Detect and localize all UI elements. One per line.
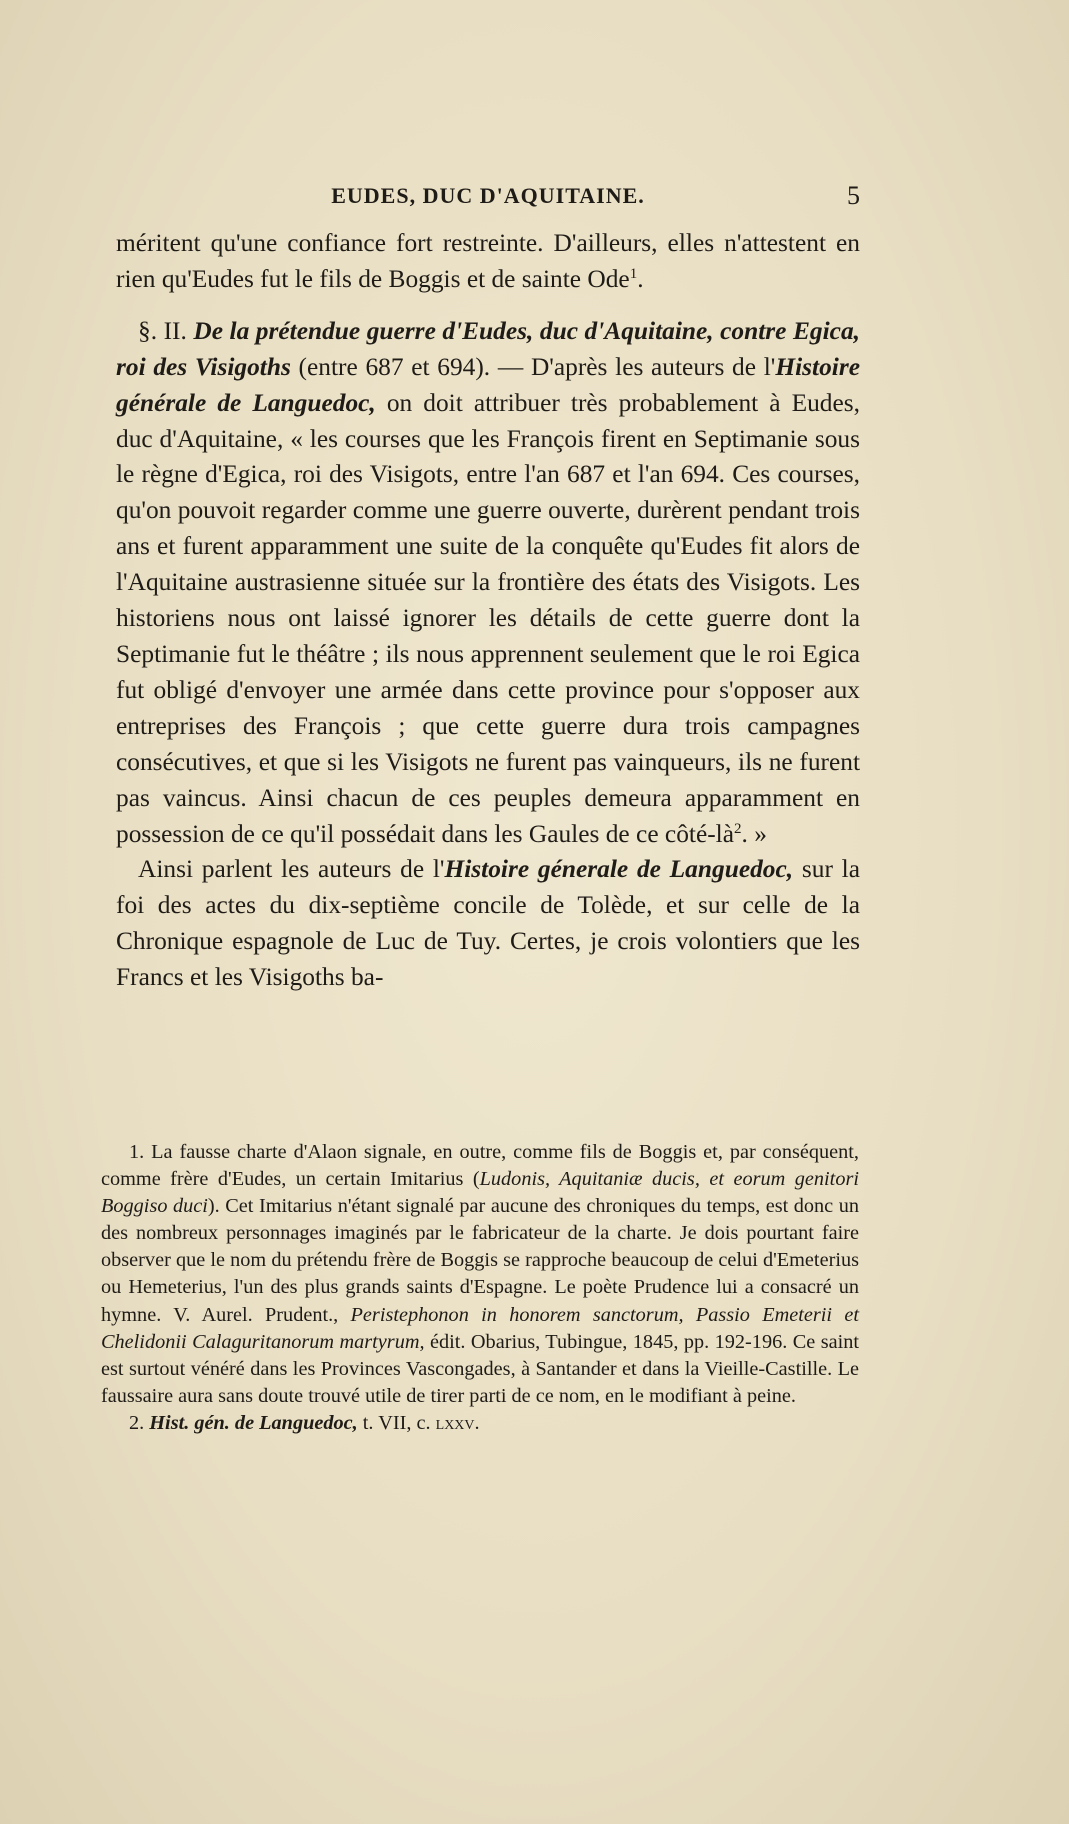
- footnotes: [101, 1139, 859, 1437]
- footnote-1-citation: Peristephonon in honorem sanctorum, Passio Emeterii et Chelidonii Calaguritanorum martyrum,: [101, 1303, 859, 1353]
- footnote-1: [101, 1139, 859, 1410]
- work-title: Histoire générale de Languedoc,: [116, 352, 860, 417]
- footnote-2-title: Hist. gén. de Languedoc,: [149, 1411, 358, 1434]
- section-text-2: on doit attribuer très probablement à Eudes, duc d'Aquitaine, « les courses que les François firent en Septimanie sous le règne d'Egica, roi des Visigots, entre l'an 687 et l'an 694. Ces courses, qu'on pouvoit regarder comme une guerre ouverte, durèrent pendant trois ans et furent apparamment une suite de la conquête qu'Eudes fit alors de l'Aquitaine austrasienne située sur la frontière des états des Visigots. Les historiens nous ont laissé ignorer les détails de cette guerre dont la Septimanie fut le théâtre ; ils nous apprennent seulement que le roi Egica fut obligé d'envoyer une armée dans cette province pour s'opposer aux entreprises des François ; que cette guerre dura trois campagnes consécutives, et que si les Visigots ne furent pas vainqueurs, ils ne furent pas vaincus. Ainsi chacun de ces peuples demeura apparamment en possession de ce qu'il possédait dans les Gaules de ce côté-là: [116, 388, 860, 848]
- section-text-end: . »: [741, 819, 767, 848]
- footnote-ref-1: 1: [629, 265, 638, 282]
- page-header: [116, 183, 860, 213]
- paragraph-1-text: méritent qu'une confiance fort restreinte. D'ailleurs, elles n'attestent en rien qu'Eudes fut le fils de Boggis et de sainte Ode: [116, 229, 860, 293]
- section-text-1: (entre 687 et 694). — D'après les auteurs de l': [290, 352, 776, 381]
- footnote-1-text-c: édit. Obarius, Tubingue, 1845, pp. 192-196. Ce saint est surtout vénéré dans les Provinces Vascongades, à Santander et dans la Vieille-Castille. Le faussaire aura sans doute trouvé utile de tirer parti de ce nom, en le modifiant à peine.: [101, 1330, 860, 1407]
- paragraph-3-text-b: sur la foi des actes du dix-septième concile de Tolède, et sur celle de la Chronique espagnole de Luc de Tuy. Certes, je crois volontiers que les Francs et les Visigoths ba-: [116, 855, 860, 992]
- footnote-1-text-b: ). Cet Imitarius n'étant signalé par aucune des chroniques du temps, est donc un des nombreux personnages imaginés par le fabricateur de la charte. Je dois pourtant faire observer que le nom du prétendu frère de Boggis se rapproche beaucoup de celui d'Emeterius ou Hemeterius, l'un des plus grands saints d'Espagne. Le poète Prudence lui a consacré un hymne. V. Aurel. Prudent.,: [101, 1195, 859, 1326]
- paragraph-3-text-a: Ainsi parlent les auteurs de l': [138, 855, 445, 884]
- footnote-ref-2: 2: [734, 820, 742, 837]
- section-number: §. II.: [138, 316, 194, 345]
- section-2-paragraph: [116, 314, 860, 853]
- paragraph-3: [116, 852, 860, 996]
- footnote-1-text-a: 1. La fausse charte d'Alaon signale, en outre, comme fils de Boggis et, par conséquent, comme frère d'Eudes, un certain Imitarius (: [101, 1141, 859, 1191]
- page-number: 5: [847, 181, 860, 210]
- footnote-2-chapter: lxxv: [435, 1411, 475, 1434]
- paragraph-1: [116, 226, 860, 298]
- running-head: EUDES, DUC D'AQUITAINE.: [331, 183, 645, 208]
- footnote-2-number: 2.: [129, 1411, 150, 1434]
- main-text: [116, 226, 860, 996]
- paragraph-1-end: .: [637, 264, 644, 293]
- footnote-2: [101, 1410, 859, 1437]
- section-title: De la prétendue guerre d'Eudes, duc d'Aquitaine, contre Egica, roi des Visigoths: [116, 316, 860, 381]
- footnote-2-end: .: [474, 1411, 480, 1434]
- footnote-1-latin: Ludonis, Aquitaniæ ducis, et eorum genitori Boggiso duci: [101, 1168, 859, 1218]
- footnote-2-text: t. VII, c.: [357, 1411, 436, 1434]
- paragraph-3-title: Histoire génerale de Languedoc,: [444, 855, 794, 884]
